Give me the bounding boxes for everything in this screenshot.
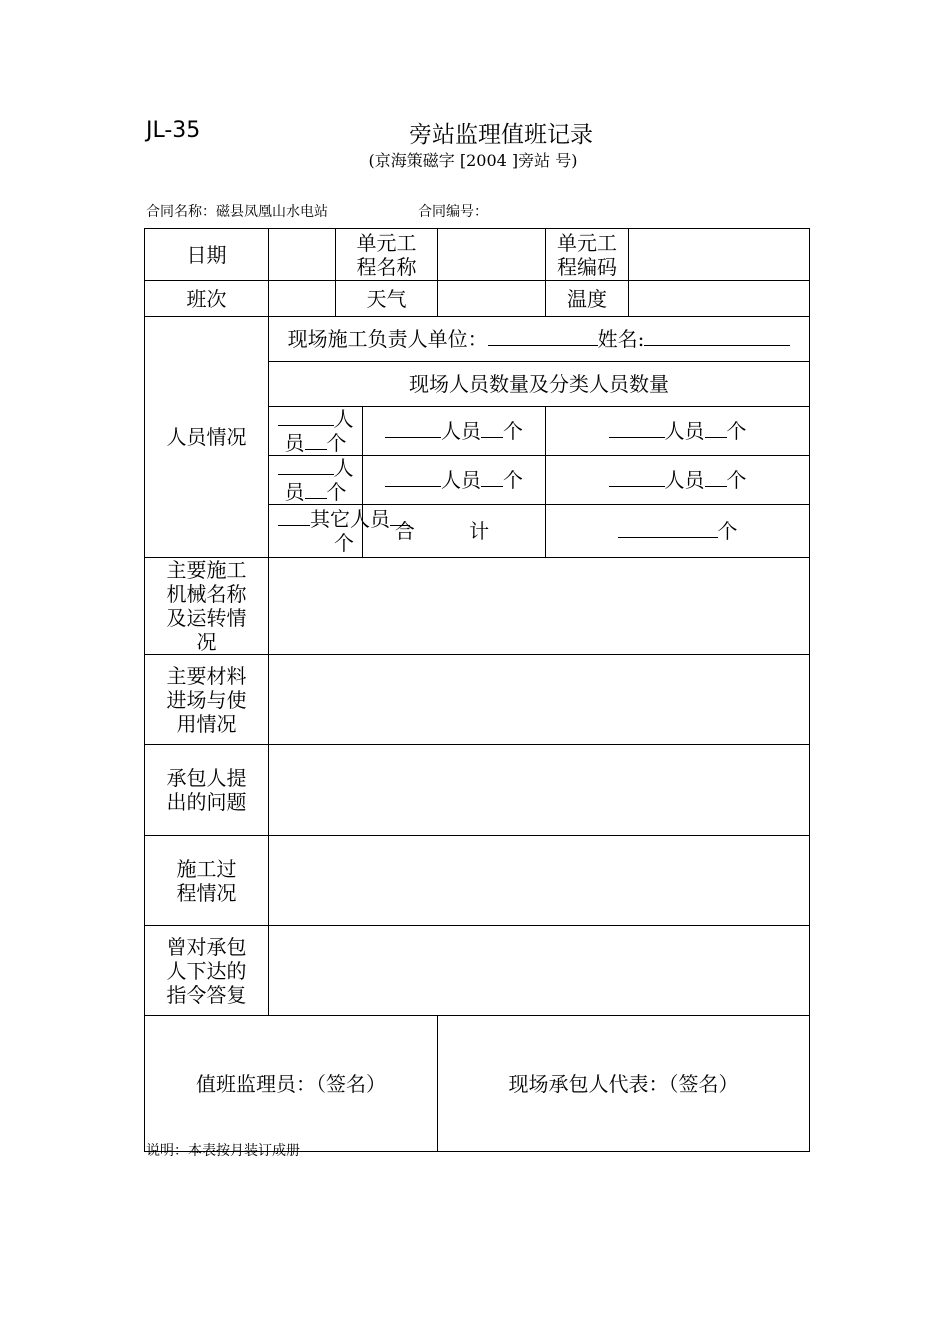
personnel-type-blank[interactable] (385, 468, 441, 487)
contract-name-label: 合同名称： (146, 204, 216, 220)
weather-label: 天气 (336, 281, 438, 317)
other-personnel-cell (269, 505, 390, 558)
duty-record-table (144, 228, 810, 1152)
temperature-label: 温度 (546, 281, 629, 317)
page-title: 旁站监理值班记录 (409, 122, 593, 148)
row-date (145, 229, 810, 281)
row-machinery (145, 558, 810, 655)
row-contractor-issues (145, 745, 810, 836)
unit-text: 个 (326, 480, 347, 504)
unit-text: 个 (717, 519, 738, 543)
temperature-value-cell[interactable] (629, 281, 810, 317)
personnel-count-blank[interactable] (705, 468, 727, 487)
row-materials (145, 655, 810, 745)
person-text: 人员 (664, 419, 705, 443)
materials-content-cell[interactable] (269, 655, 810, 745)
person-text: 人员 (664, 468, 705, 492)
total-count-blank[interactable] (618, 519, 718, 538)
leader-name-blank[interactable] (644, 327, 790, 346)
shift-label: 班次 (145, 281, 269, 317)
row-signatures (145, 1016, 810, 1152)
contract-number-label: 合同编号： (418, 204, 488, 220)
contract-name-value: 磁县凤凰山水电站 (216, 204, 328, 220)
personnel-count-blank[interactable] (481, 468, 503, 487)
personnel-slot-6 (546, 456, 810, 505)
personnel-count-blank[interactable] (305, 480, 327, 499)
date-value-cell[interactable] (269, 229, 336, 281)
unit-text: 个 (334, 531, 354, 555)
total-label: 合 计 (363, 505, 546, 558)
person-text: 人员 (284, 456, 354, 504)
construction-process-content-cell[interactable] (269, 836, 810, 926)
machinery-content-cell[interactable] (269, 558, 810, 655)
footer-note: 说明：本表按月装订成册 (146, 1143, 300, 1159)
personnel-count-blank[interactable] (481, 419, 503, 438)
personnel-slot-4 (269, 456, 363, 505)
materials-label: 主要材料进场与使用情况 (145, 655, 269, 745)
page-subtitle: (京海策磁字 [2004 ]旁站 号) (368, 151, 578, 170)
unit-text: 个 (726, 468, 747, 492)
personnel-count-title: 现场人员数量及分类人员数量 (269, 362, 810, 407)
row-leader (145, 317, 810, 362)
unit-code-label: 单元工程编码 (546, 229, 629, 281)
personnel-count-blank[interactable] (705, 419, 727, 438)
contract-name (146, 201, 328, 221)
other-personnel-text: 其它人员 (310, 507, 390, 531)
contractor-issues-content-cell[interactable] (269, 745, 810, 836)
leader-unit-blank[interactable] (488, 327, 598, 346)
unit-text: 个 (503, 468, 523, 492)
unit-name-label: 单元工程名称 (336, 229, 438, 281)
contractor-issues-label: 承包人提出的问题 (145, 745, 269, 836)
total-value-cell (546, 505, 810, 558)
form-code: JL-35 (146, 118, 201, 143)
row-shift (145, 281, 810, 317)
personnel-type-blank[interactable] (609, 468, 665, 487)
personnel-slot-3 (546, 407, 810, 456)
weather-value-cell[interactable] (438, 281, 546, 317)
person-text: 人员 (441, 468, 481, 492)
personnel-section-label: 人员情况 (145, 317, 269, 558)
personnel-type-blank[interactable] (385, 419, 441, 438)
person-text: 人员 (441, 419, 481, 443)
row-instructions (145, 926, 810, 1016)
personnel-type-blank[interactable] (609, 419, 665, 438)
leader-cell (269, 317, 810, 362)
personnel-slot-1 (269, 407, 363, 456)
machinery-label: 主要施工机械名称及运转情况 (145, 558, 269, 655)
construction-process-label: 施工过程情况 (145, 836, 269, 926)
shift-value-cell[interactable] (269, 281, 336, 317)
unit-text: 个 (326, 431, 347, 455)
unit-code-value-cell[interactable] (629, 229, 810, 281)
supervisor-signature-cell[interactable]: 值班监理员：（签名） (145, 1016, 438, 1152)
unit-name-value-cell[interactable] (438, 229, 546, 281)
date-label: 日期 (145, 229, 269, 281)
row-construction-process (145, 836, 810, 926)
personnel-type-blank[interactable] (278, 407, 334, 426)
personnel-type-blank[interactable] (278, 456, 334, 475)
person-text: 人员 (284, 407, 354, 455)
instructions-label: 曾对承包人下达的指令答复 (145, 926, 269, 1016)
instructions-content-cell[interactable] (269, 926, 810, 1016)
leader-unit-label: 现场施工负责人单位： (287, 327, 488, 351)
leader-name-label: 姓名: (597, 327, 645, 351)
personnel-slot-5 (363, 456, 546, 505)
other-type-blank[interactable] (278, 507, 310, 526)
contractor-rep-signature-cell[interactable]: 现场承包人代表：（签名） (438, 1016, 810, 1152)
unit-text: 个 (726, 419, 747, 443)
personnel-slot-2 (363, 407, 546, 456)
unit-text: 个 (503, 419, 523, 443)
personnel-count-blank[interactable] (305, 431, 327, 450)
